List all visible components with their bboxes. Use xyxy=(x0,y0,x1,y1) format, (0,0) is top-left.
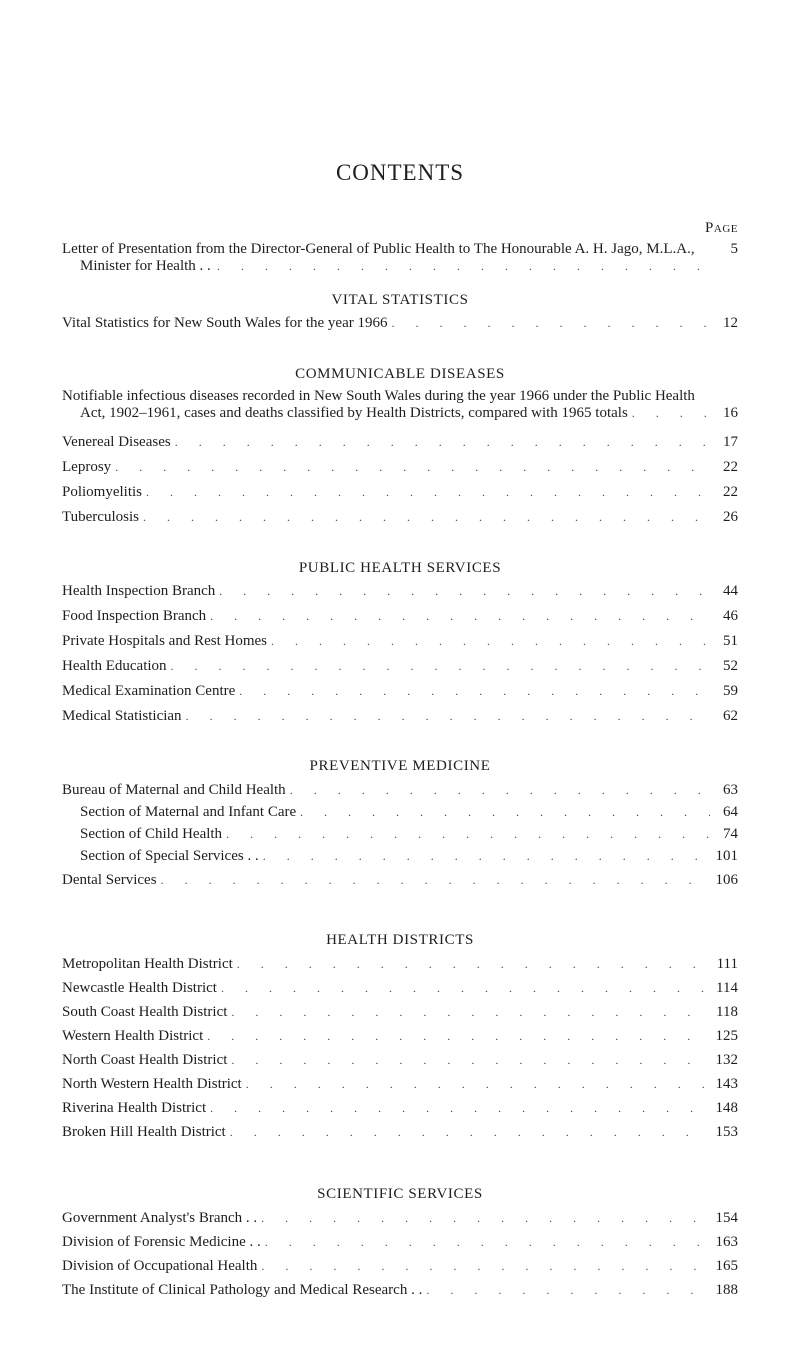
entry-page: 46 xyxy=(723,608,738,624)
leader-dots xyxy=(217,258,708,275)
leader-dots xyxy=(175,435,710,450)
entry-title: Dental Services xyxy=(62,872,157,888)
entry-page: 22 xyxy=(723,459,738,475)
toc-entry xyxy=(62,1028,738,1046)
entry-page: 154 xyxy=(715,1210,738,1226)
entry-title: Private Hospitals and Rest Homes xyxy=(62,633,267,649)
entry-page: 132 xyxy=(715,1052,738,1068)
intro-entry xyxy=(62,241,738,275)
leader-dots xyxy=(290,783,710,798)
intro-line-2-text: Minister for Health . . xyxy=(80,258,211,274)
entry-page: 143 xyxy=(715,1076,738,1092)
toc-entry xyxy=(62,1210,738,1228)
toc-entry xyxy=(62,1282,738,1300)
leader-dots xyxy=(265,1235,710,1250)
entry-title: South Coast Health District xyxy=(62,1004,228,1020)
entry-page: 74 xyxy=(723,826,738,842)
entry-title: North Western Health District xyxy=(62,1076,242,1092)
toc-entry xyxy=(62,1258,738,1276)
entry-page: 114 xyxy=(716,980,738,996)
toc-entry xyxy=(62,1100,738,1118)
toc-entry xyxy=(62,459,738,477)
entry-title: Vital Statistics for New South Wales for the year 1966 xyxy=(62,315,388,331)
toc-entry xyxy=(62,1124,738,1142)
toc-entry xyxy=(62,708,738,726)
leader-dots xyxy=(171,659,710,674)
leader-dots xyxy=(146,485,710,500)
leader-dots xyxy=(230,1125,710,1140)
leader-dots xyxy=(186,709,710,724)
entry-page: 62 xyxy=(723,708,738,724)
entry-title: Western Health District xyxy=(62,1028,204,1044)
leader-dots xyxy=(391,316,710,331)
leader-dots xyxy=(237,957,710,972)
entry-title: Government Analyst's Branch . . xyxy=(62,1210,258,1226)
notifiable-line-2: Act, 1902–1961, cases and deaths classified by Health Districts, compared with 1965 totals xyxy=(80,405,628,421)
page-title: CONTENTS xyxy=(335,160,465,185)
leader-dots xyxy=(271,634,710,649)
section-heading-public-health: PUBLIC HEALTH SERVICES xyxy=(298,560,502,576)
entry-title: Leprosy xyxy=(62,459,112,475)
leader-dots xyxy=(239,684,710,699)
entry-title: The Institute of Clinical Pathology and Medical Research . . xyxy=(62,1282,423,1298)
entry-page: 22 xyxy=(723,484,738,500)
leader-dots xyxy=(261,1211,710,1226)
entry-page: 188 xyxy=(715,1282,738,1298)
entry-title: Section of Special Services . . xyxy=(80,848,259,864)
intro-line-1: Letter of Presentation from the Director-General of Public Health to The Honourable A. H. Jago, M.L.A., xyxy=(62,241,695,257)
section-heading-scientific: SCIENTIFIC SERVICES xyxy=(317,1186,483,1202)
entry-page: 125 xyxy=(715,1028,738,1044)
page-column-heading: Page xyxy=(705,220,738,236)
leader-dots xyxy=(263,849,710,864)
entry-title: Division of Forensic Medicine . . xyxy=(62,1234,261,1250)
leader-dots xyxy=(231,1053,710,1068)
toc-entry xyxy=(62,956,738,974)
leader-dots xyxy=(210,1101,710,1116)
toc-entry-notifiable xyxy=(62,388,738,422)
section-heading-preventive: PREVENTIVE MEDICINE xyxy=(309,758,491,774)
toc-entry xyxy=(80,826,738,844)
toc-entry xyxy=(62,782,738,800)
entry-title: Division of Occupational Health xyxy=(62,1258,258,1274)
toc-entry xyxy=(62,1234,738,1252)
entry-page: 111 xyxy=(716,956,738,972)
leader-dots xyxy=(207,1029,710,1044)
leader-dots xyxy=(115,460,710,475)
toc-entry xyxy=(62,1004,738,1022)
leader-dots xyxy=(632,405,710,422)
entry-page: 63 xyxy=(723,782,738,798)
toc-entry xyxy=(62,980,738,998)
entry-title: Health Education xyxy=(62,658,167,674)
leader-dots xyxy=(219,584,710,599)
entry-page: 17 xyxy=(723,434,738,450)
toc-entry xyxy=(62,315,738,333)
intro-page: 5 xyxy=(730,241,738,257)
entry-page: 101 xyxy=(715,848,738,864)
leader-dots xyxy=(226,827,710,842)
toc-entry xyxy=(62,658,738,676)
entry-title: Metropolitan Health District xyxy=(62,956,233,972)
entry-page: 26 xyxy=(723,509,738,525)
intro-line-2 xyxy=(62,258,738,275)
toc-entry xyxy=(62,633,738,651)
entry-page: 59 xyxy=(723,683,738,699)
leader-dots xyxy=(210,609,710,624)
toc-entry xyxy=(62,509,738,527)
toc-entry xyxy=(62,583,738,601)
entry-page: 64 xyxy=(723,804,738,820)
toc-entry xyxy=(62,484,738,502)
section-heading-vital: VITAL STATISTICS xyxy=(331,292,469,308)
entry-title: Section of Maternal and Infant Care xyxy=(80,804,297,820)
entry-title: North Coast Health District xyxy=(62,1052,228,1068)
entry-title: Medical Statistician xyxy=(62,708,182,724)
toc-entry xyxy=(62,1052,738,1070)
entry-page: 51 xyxy=(723,633,738,649)
entry-title: Newcastle Health District xyxy=(62,980,217,996)
entry-title: Riverina Health District xyxy=(62,1100,207,1116)
entry-title: Section of Child Health xyxy=(80,826,223,842)
entry-page: 153 xyxy=(715,1124,738,1140)
entry-page: 165 xyxy=(715,1258,738,1274)
entry-title: Broken Hill Health District xyxy=(62,1124,226,1140)
leader-dots xyxy=(221,981,710,996)
entry-title: Food Inspection Branch xyxy=(62,608,207,624)
leader-dots xyxy=(143,510,710,525)
toc-entry xyxy=(62,434,738,452)
entry-title: Poliomyelitis xyxy=(62,484,143,500)
section-heading-communicable: COMMUNICABLE DISEASES xyxy=(295,366,505,382)
toc-entry xyxy=(80,804,738,822)
toc-entry xyxy=(62,683,738,701)
entry-page: 12 xyxy=(723,315,738,331)
toc-entry xyxy=(62,872,738,890)
toc-entry xyxy=(62,1076,738,1094)
entry-page: 16 xyxy=(723,405,738,421)
leader-dots xyxy=(231,1005,710,1020)
toc-entry xyxy=(80,848,738,866)
leader-dots xyxy=(246,1077,710,1092)
entry-page: 118 xyxy=(716,1004,738,1020)
entry-title: Bureau of Maternal and Child Health xyxy=(62,782,286,798)
entry-page: 148 xyxy=(715,1100,738,1116)
entry-title: Health Inspection Branch xyxy=(62,583,216,599)
notifiable-line-2-row xyxy=(62,405,738,422)
leader-dots xyxy=(161,873,710,888)
leader-dots xyxy=(426,1283,710,1298)
entry-page: 163 xyxy=(715,1234,738,1250)
entry-title: Venereal Diseases xyxy=(62,434,171,450)
entry-title: Tuberculosis xyxy=(62,509,139,525)
entry-title: Medical Examination Centre xyxy=(62,683,236,699)
toc-entry xyxy=(62,608,738,626)
entry-page: 44 xyxy=(723,583,738,599)
section-heading-districts: HEALTH DISTRICTS xyxy=(326,932,474,948)
leader-dots xyxy=(261,1259,710,1274)
notifiable-line-1: Notifiable infectious diseases recorded in New South Wales during the year 1966 under the Public Health xyxy=(62,388,695,404)
leader-dots xyxy=(300,805,710,820)
entry-page: 52 xyxy=(723,658,738,674)
entry-page: 106 xyxy=(715,872,738,888)
